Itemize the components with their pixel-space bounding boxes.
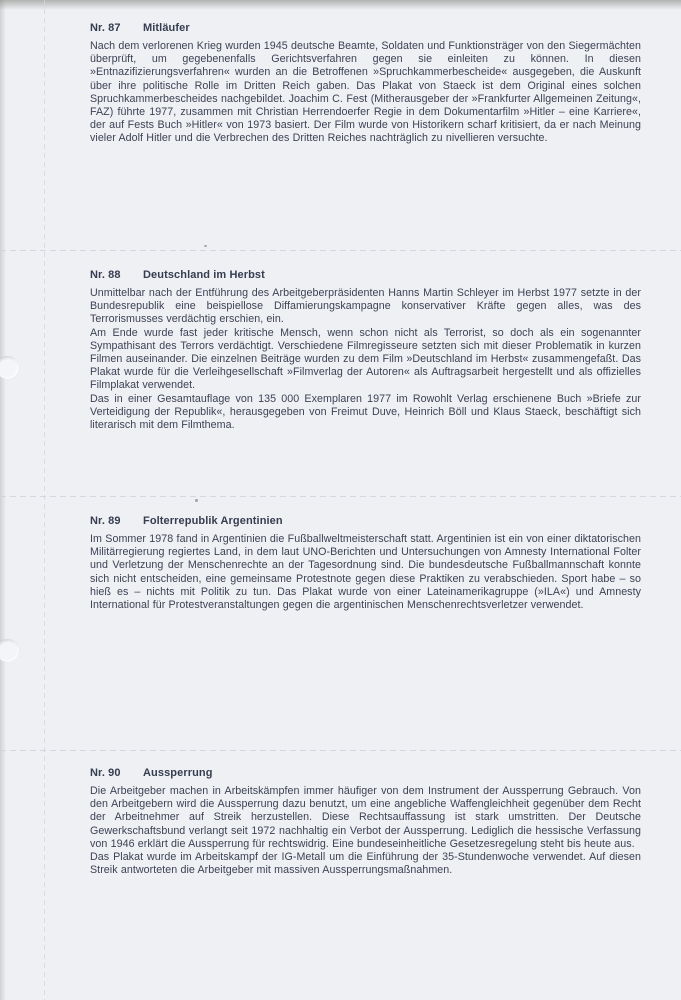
horizontal-perforation-line-1: [0, 250, 681, 251]
entry-paragraph: Nach dem verlorenen Krieg wurden 1945 deutsche Beamte, Soldaten und Funktionsträger von den Siegermächten überprüft, um gegebenenfalls Gerichtsverfahren gegen sie einleiten zu können. In diesen »Entnazifizierungsverfahren« wurden an die Betroffenen »Spruchkammerbescheide« ausgegeben, die Auskunft über ihre politische Rolle im Dritten Reich gaben. Das Plakat von Staeck ist dem Original eines solchen Spruchkammerbescheides nachgebildet. Joachim C. Fest (Mitherausgeber der »Frankfurter Allgemeinen Zeitung«, FAZ) führte 1977, zusammen mit Christian Herrendoerfer Regie in dem Dokumentarfilm »Hitler – eine Karriere«, der auf Fests Buch »Hitler« von 1973 basiert. Der Film wurde von Historikern scharf kritisiert, da er nach Meinung vieler Adolf Hitler und die Verbrechen des Dritten Reiches nachträglich zu nivellieren versuchte.: [90, 40, 641, 145]
horizontal-perforation-line-2: [0, 496, 681, 497]
paper-speck: [195, 499, 198, 502]
horizontal-perforation-line-3: [0, 750, 681, 751]
entry-paragraph: Im Sommer 1978 fand in Argentinien die Fußballweltmeisterschaft statt. Argentinien ist ein von einer diktatorischen Militärregierung regiertes Land, in dem laut UNO-Berichten und Untersuchungen von Amnesty International Folter und Verletzung der Menschenrechte an der Tagesordnung sind. Die bundesdeutsche Fußballmannschaft konnte sich nicht entscheiden, eine gemeinsame Protestnote gegen diese Praktiken zu verabschieden. Sport habe – so hieß es – nichts mit Politik zu tun. Das Plakat wurde von einer Lateinamerikagruppe (»ILA«) und Amnesty International für Protestveranstaltungen gegen die argentinischen Menschenrechtsverletzer verwendet.: [90, 533, 641, 612]
entry-header: [90, 22, 641, 35]
vertical-perforation-line: [44, 0, 45, 1000]
entry-nr-90: [90, 767, 641, 877]
entry-nr-87: [90, 22, 641, 146]
entry-number: Nr. 88: [90, 269, 121, 281]
entry-paragraph: Unmittelbar nach der Entführung des Arbeitgeberpräsidenten Hanns Martin Schleyer im Herbst 1977 setzte in der Bundesrepublik eine beispiellose Diffamierungskampagne konservativer Kräfte gegen alles, was des Terrorismusses verdächtig erschien, ein.: [90, 287, 641, 326]
entry-paragraph: Am Ende wurde fast jeder kritische Mensch, wenn schon nicht als Terrorist, so doch als ein sogenannter Sympathisant des Terrors verdächtigt. Verschiedene Filmregisseure setzten sich mit dieser Problematik in kurzen Filmen auseinander. Die einzelnen Beiträge wurden zu dem Film »Deutschland im Herbst« zusammengefaßt. Das Plakat wurde für die Verleihgesellschaft »Filmverlag der Autoren« als Auftragsarbeit hergestellt und als offizielles Filmplakat verwendet.: [90, 326, 641, 392]
punch-hole-lower: [0, 639, 19, 662]
entry-header: [90, 269, 641, 282]
entry-paragraph: Das Plakat wurde im Arbeitskampf der IG-Metall um die Einführung der 35-Stundenwoche verwendet. Auf diesen Streik antworteten die Arbeitgeber mit massiven Aussperrungsmaßnahmen.: [90, 851, 641, 877]
entry-paragraph: Das in einer Gesamtauflage von 135 000 Exemplaren 1977 im Rowohlt Verlag erschienene Buch »Briefe zur Verteidigung der Republik«, herausgegeben von Freimut Duve, Heinrich Böll und Klaus Staeck, beschäftigt sich literarisch mit dem Filmthema.: [90, 392, 641, 432]
entry-number: Nr. 89: [90, 515, 121, 527]
entry-paragraph: Die Arbeitgeber machen in Arbeitskämpfen immer häufiger von dem Instrument der Aussperrung Gebrauch. Von den Arbeitgebern wird die Aussperrung dazu benutzt, um eine angebliche Waffengleichheit gegenüber dem Recht der Arbeitnehmer auf Streik herzustellen. Diese Rechtsauffassung ist stark umstritten. Der Deutsche Gewerkschaftsbund verlangt seit 1972 nachhaltig ein Verbot der Aussperrung. Lediglich die hessische Verfassung von 1946 erklärt die Aussperrung für rechtswidrig. Eine bundeseinheitliche Gesetzesregelung steht bis heute aus.: [90, 785, 641, 850]
entry-title: Aussperrung: [143, 767, 213, 779]
entry-header: [90, 515, 641, 528]
punch-hole-upper: [0, 356, 19, 379]
entry-header: [90, 767, 641, 780]
entry-number: Nr. 87: [90, 22, 121, 34]
paper-speck: [204, 245, 207, 247]
page-edge-left: [0, 0, 6, 1000]
entry-title: Mitläufer: [143, 22, 190, 34]
entry-title: Deutschland im Herbst: [143, 269, 265, 281]
entry-nr-88: [90, 269, 641, 432]
entry-nr-89: [90, 515, 641, 612]
page-edge-top: [0, 0, 681, 10]
entry-number: Nr. 90: [90, 767, 121, 779]
entry-title: Folterrepublik Argentinien: [143, 515, 283, 527]
